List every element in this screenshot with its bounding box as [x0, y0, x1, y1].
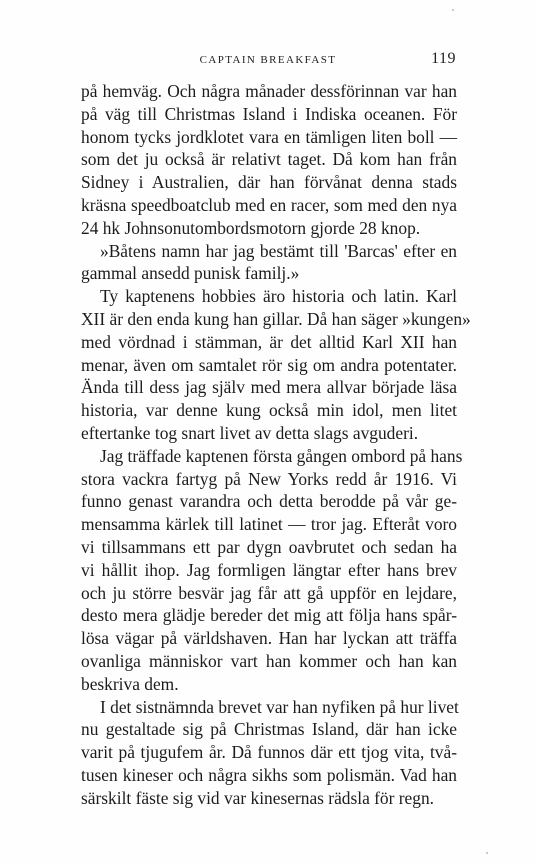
- text-line: 24 hk Johnsonutombordsmotorn gjorde 28 knop.: [81, 217, 421, 238]
- text-line: kräsna speedboatclub med en racer, som med den nya: [81, 194, 457, 215]
- text-line: nu gestaltade sig på Christmas Island, där han icke: [81, 719, 457, 740]
- text-line: »Båtens namn har jag bestämt till 'Barcas' efter en: [100, 240, 457, 261]
- scan-speck: [452, 9, 454, 11]
- text-line: varit på tjugufem år. Då funnos där ett tjog vita, två-: [81, 742, 457, 763]
- text-line: Ty kaptenens hobbies äro historia och latin. Karl: [100, 286, 457, 307]
- text-line: Jag träffade kaptenen första gången ombord på hans: [100, 445, 463, 466]
- scan-speck: [486, 852, 488, 854]
- text-line: Sidney i Australien, där han förvånat denna stads: [81, 172, 457, 193]
- running-head: CAPTAIN BREAKFAST: [199, 54, 337, 66]
- text-line: funno genast varandra och detta berodde på vår ge-: [81, 491, 457, 512]
- text-line: särskilt fäste sig vid var kinesernas rädsla för regn.: [81, 787, 435, 808]
- text-line: tusen kineser och några sikhs som polismän. Vad han: [81, 764, 457, 785]
- text-line: eftertanke tog snart livet av detta slags avguderi.: [81, 422, 419, 443]
- page-number: 119: [431, 50, 456, 67]
- text-line: vi tillsammans ett par dygn oavbrutet och sedan ha: [81, 536, 457, 557]
- text-line: vi hållit ihop. Jag formligen längtar efter hans brev: [81, 559, 457, 580]
- text-line: Ända till dess jag själv med mera allvar började läsa: [81, 377, 457, 398]
- text-line: mensamma kärlek till latinet — tror jag. Efteråt voro: [81, 514, 457, 535]
- text-line: ovanliga människor vart han kommer och han kan: [81, 650, 457, 671]
- text-line: stora vackra fartyg på New Yorks redd år 1916. Vi: [81, 468, 457, 489]
- text-line: gammal ansedd punisk familj.»: [81, 263, 300, 284]
- body-text: [81, 80, 471, 810]
- text-line: som det ju också är relativt taget. Då kom han från: [81, 149, 457, 170]
- text-line: med vördnad i stämman, är det alltid Karl XII han: [81, 331, 457, 352]
- text-line: beskriva dem.: [81, 673, 179, 694]
- text-line: desto mera glädje bereder det mig att följa hans spår-: [81, 605, 457, 626]
- text-line: på hemväg. Och några månader dessförinnan var han: [81, 81, 457, 101]
- text-line: och ju större besvär jag får att gå uppför en lejdare,: [81, 582, 457, 603]
- text-line: menar, även om samtalet rör sig om andra potentater.: [81, 354, 457, 375]
- text-line: lösa vägar på världshaven. Han har lyckan att träffa: [81, 628, 457, 649]
- text-line: XII är den enda kung han gillar. Då han säger »kungen»: [81, 308, 471, 329]
- text-line: honom tycks jordklotet vara en tämligen liten boll —: [81, 126, 457, 147]
- text-line: historia, var denne kung också min idol, men litet: [81, 400, 457, 421]
- page-header: [0, 50, 536, 74]
- text-line: på väg till Christmas Island i Indiska oceanen. För: [81, 103, 457, 124]
- text-line: I det sistnämnda brevet var han nyfiken på hur livet: [100, 696, 459, 717]
